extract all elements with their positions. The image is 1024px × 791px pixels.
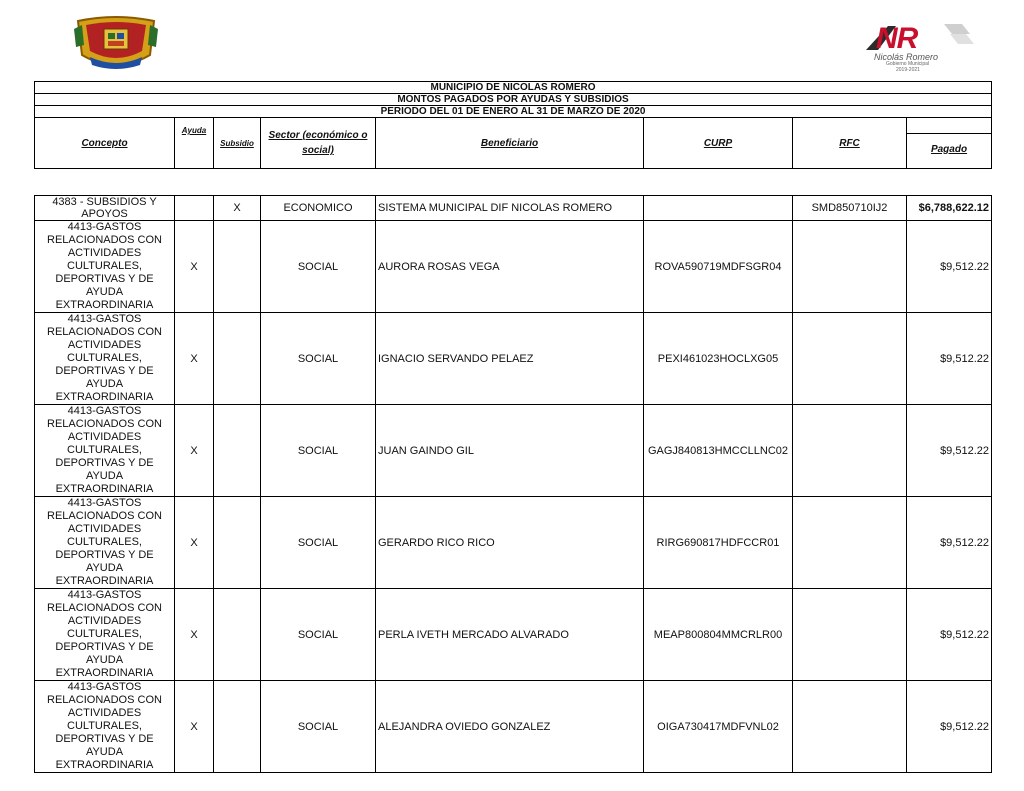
cell-curp: GAGJ840813HMCCLLNC02: [644, 405, 793, 497]
table-row: [35, 405, 992, 497]
cell-concepto: 4413-GASTOS RELACIONADOS CON ACTIVIDADES CULTURALES, DEPORTIVAS Y DE AYUDA EXTRAORDINARIA: [35, 589, 175, 681]
column-header-beneficiario: Beneficiario: [376, 118, 644, 169]
report-title-description: MONTOS PAGADOS POR AYUDAS Y SUBSIDIOS: [35, 94, 992, 106]
cell-subsidio: [214, 405, 261, 497]
cell-rfc: [793, 221, 907, 313]
cell-ayuda: [175, 196, 214, 221]
cell-beneficiario: JUAN GAINDO GIL: [376, 405, 644, 497]
cell-curp: ROVA590719MDFSGR04: [644, 221, 793, 313]
cell-pagado: $9,512.22: [907, 681, 992, 773]
report-header-table: [34, 81, 992, 169]
cell-concepto: 4413-GASTOS RELACIONADOS CON ACTIVIDADES CULTURALES, DEPORTIVAS Y DE AYUDA EXTRAORDINARIA: [35, 313, 175, 405]
column-header-pagado: Pagado: [930, 143, 968, 155]
report-title-municipality: MUNICIPIO DE NICOLAS ROMERO: [35, 82, 992, 94]
cell-concepto: 4413-GASTOS RELACIONADOS CON ACTIVIDADES CULTURALES, DEPORTIVAS Y DE AYUDA EXTRAORDINARIA: [35, 221, 175, 313]
table-row: [35, 196, 992, 221]
cell-ayuda: X: [175, 589, 214, 681]
cell-subsidio: [214, 681, 261, 773]
cell-pagado: $9,512.22: [907, 589, 992, 681]
cell-subsidio: [214, 221, 261, 313]
logo-nr-name: Nicolás Romero: [874, 52, 939, 62]
table-row: [35, 497, 992, 589]
cell-rfc: SMD850710IJ2: [793, 196, 907, 221]
cell-rfc: [793, 497, 907, 589]
cell-curp: [644, 196, 793, 221]
table-row: [35, 589, 992, 681]
cell-concepto: 4413-GASTOS RELACIONADOS CON ACTIVIDADES CULTURALES, DEPORTIVAS Y DE AYUDA EXTRAORDINARIA: [35, 497, 175, 589]
column-header-subsidio: Subsidio: [214, 118, 261, 169]
cell-pagado: $9,512.22: [907, 221, 992, 313]
cell-concepto: 4413-GASTOS RELACIONADOS CON ACTIVIDADES CULTURALES, DEPORTIVAS Y DE AYUDA EXTRAORDINARIA: [35, 405, 175, 497]
table-row: [35, 313, 992, 405]
column-header-pagado-cell: [907, 118, 992, 169]
cell-rfc: [793, 681, 907, 773]
column-header-concepto: Concepto: [35, 118, 175, 169]
cell-subsidio: [214, 589, 261, 681]
cell-sector: SOCIAL: [261, 497, 376, 589]
cell-pagado: $6,788,622.12: [907, 196, 992, 221]
cell-ayuda: X: [175, 405, 214, 497]
cell-rfc: [793, 589, 907, 681]
payments-table: [34, 195, 992, 773]
cell-sector: SOCIAL: [261, 405, 376, 497]
cell-pagado: $9,512.22: [907, 313, 992, 405]
cell-rfc: [793, 313, 907, 405]
table-row: [35, 681, 992, 773]
cell-ayuda: X: [175, 681, 214, 773]
cell-beneficiario: PERLA IVETH MERCADO ALVARADO: [376, 589, 644, 681]
cell-rfc: [793, 405, 907, 497]
logo-nr-mark: NR: [876, 22, 918, 55]
logo-nr-period: 2019-2021: [896, 67, 920, 73]
cell-concepto: 4413-GASTOS RELACIONADOS CON ACTIVIDADES CULTURALES, DEPORTIVAS Y DE AYUDA EXTRAORDINARIA: [35, 681, 175, 773]
cell-ayuda: X: [175, 221, 214, 313]
cell-ayuda: X: [175, 497, 214, 589]
cell-pagado: $9,512.22: [907, 405, 992, 497]
cell-curp: OIGA730417MDFVNL02: [644, 681, 793, 773]
column-header-sector: Sector (económico o social): [261, 118, 376, 169]
cell-beneficiario: GERARDO RICO RICO: [376, 497, 644, 589]
cell-beneficiario: SISTEMA MUNICIPAL DIF NICOLAS ROMERO: [376, 196, 644, 221]
cell-beneficiario: IGNACIO SERVANDO PELAEZ: [376, 313, 644, 405]
cell-sector: SOCIAL: [261, 681, 376, 773]
cell-sector: SOCIAL: [261, 221, 376, 313]
cell-pagado: $9,512.22: [907, 497, 992, 589]
cell-subsidio: X: [214, 196, 261, 221]
cell-beneficiario: ALEJANDRA OVIEDO GONZALEZ: [376, 681, 644, 773]
cell-sector: SOCIAL: [261, 589, 376, 681]
report-title-period: PERIODO DEL 01 DE ENERO AL 31 DE MARZO DE 2020: [35, 106, 992, 118]
cell-subsidio: [214, 497, 261, 589]
logo-nr-government: Gobierno Municipal: [886, 61, 930, 67]
municipal-seal-logo: [70, 15, 162, 71]
column-header-ayuda: Ayuda: [175, 118, 214, 169]
cell-curp: PEXI461023HOCLXG05: [644, 313, 793, 405]
cell-curp: MEAP800804MMCRLR00: [644, 589, 793, 681]
cell-beneficiario: AURORA ROSAS VEGA: [376, 221, 644, 313]
cell-curp: RIRG690817HDFCCR01: [644, 497, 793, 589]
column-header-curp: CURP: [644, 118, 793, 169]
nicolas-romero-logo: [866, 22, 978, 76]
column-header-rfc: RFC: [793, 118, 907, 169]
table-row: [35, 221, 992, 313]
cell-sector: ECONOMICO: [261, 196, 376, 221]
cell-sector: SOCIAL: [261, 313, 376, 405]
cell-subsidio: [214, 313, 261, 405]
cell-ayuda: X: [175, 313, 214, 405]
cell-concepto: 4383 - SUBSIDIOS Y APOYOS: [35, 196, 175, 221]
